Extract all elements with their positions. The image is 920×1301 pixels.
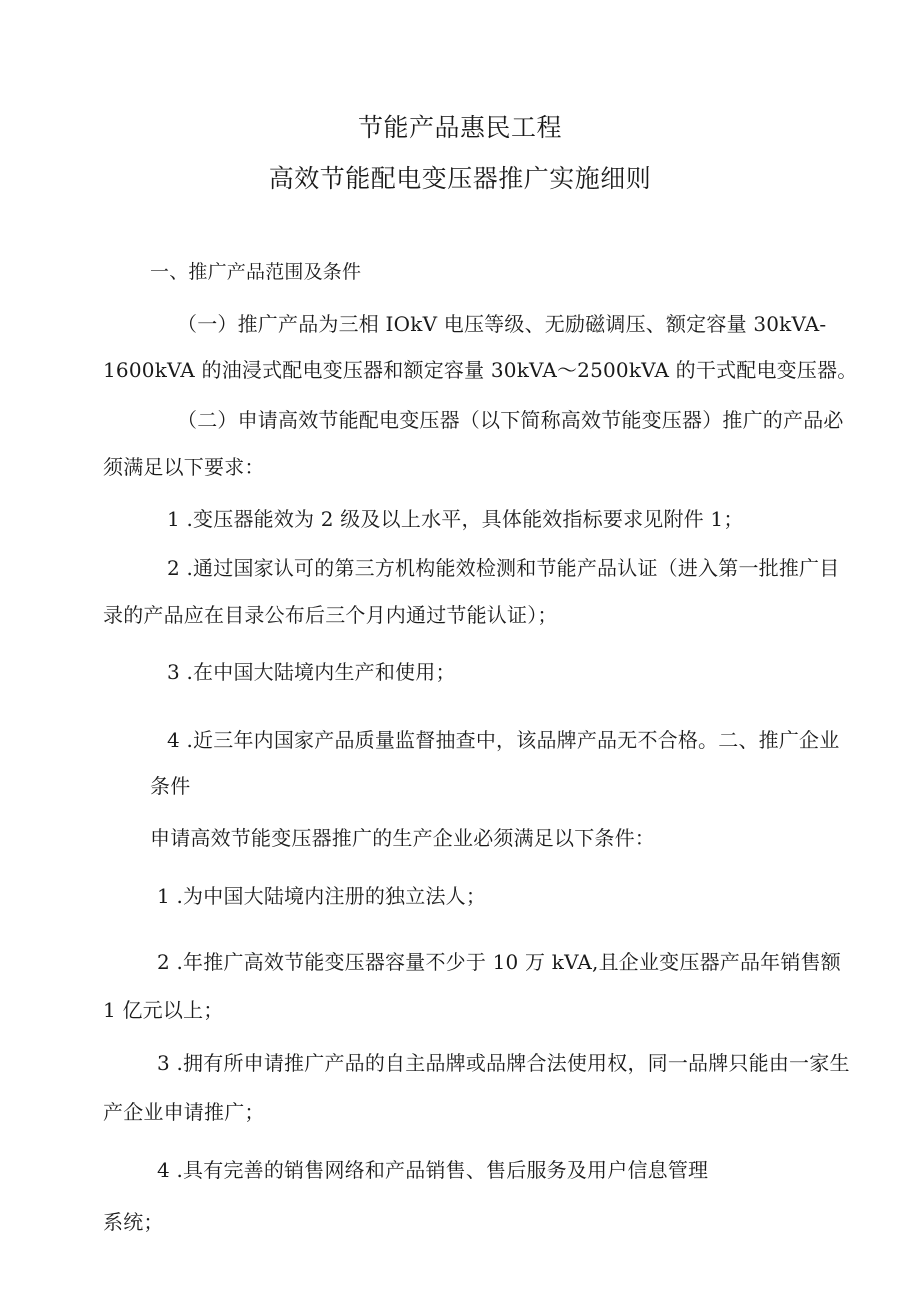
paragraph-line: 须满足以下要求：: [103, 455, 265, 479]
list-item: 1 .为中国大陆境内注册的独立法人；: [157, 884, 487, 908]
paragraph-line: 1600kVA 的油浸式配电变压器和额定容量 30kVA～2500kVA 的干式配电变压器。: [103, 358, 858, 382]
list-item-continuation: 系统；: [103, 1210, 164, 1234]
list-item: 2 .通过国家认可的第三方机构能效检测和节能产品认证（进入第一批推广目: [167, 556, 840, 580]
list-item: 3 .在中国大陆境内生产和使用；: [167, 660, 456, 684]
document-subtitle: 高效节能配电变压器推广实施细则: [268, 164, 652, 193]
paragraph-line: （二）申请高效节能配电变压器（以下简称高效节能变压器）推广的产品必: [177, 408, 844, 432]
list-item: 2 .年推广高效节能变压器容量不少于 10 万 kVA,且企业变压器产品年销售额: [157, 950, 841, 974]
list-item-continuation: 1 亿元以上；: [103, 998, 224, 1022]
list-item: 4 .近三年内国家产品质量监督抽查中，该品牌产品无不合格。二、推广企业: [167, 728, 840, 752]
list-item-continuation: 产企业申请推广；: [103, 1100, 265, 1124]
list-item: 3 .拥有所申请推广产品的自主品牌或品牌合法使用权，同一品牌只能由一家生: [157, 1051, 850, 1075]
paragraph-line: 申请高效节能变压器推广的生产企业必须满足以下条件：: [150, 826, 655, 850]
list-item-continuation: 录的产品应在目录公布后三个月内通过节能认证）；: [103, 603, 558, 627]
list-item-continuation: 条件: [150, 774, 191, 798]
section-heading: 一、推广产品范围及条件: [150, 261, 362, 283]
document-title: 节能产品惠民工程: [357, 113, 562, 142]
list-item: 4 .具有完善的销售网络和产品销售、售后服务及用户信息管理: [157, 1158, 709, 1182]
list-item: 1 .变压器能效为 2 级及以上水平，具体能效指标要求见附件 1；: [167, 507, 744, 531]
paragraph-line: （一）推广产品为三相 IOkV 电压等级、无励磁调压、额定容量 30kVA-: [177, 312, 827, 336]
